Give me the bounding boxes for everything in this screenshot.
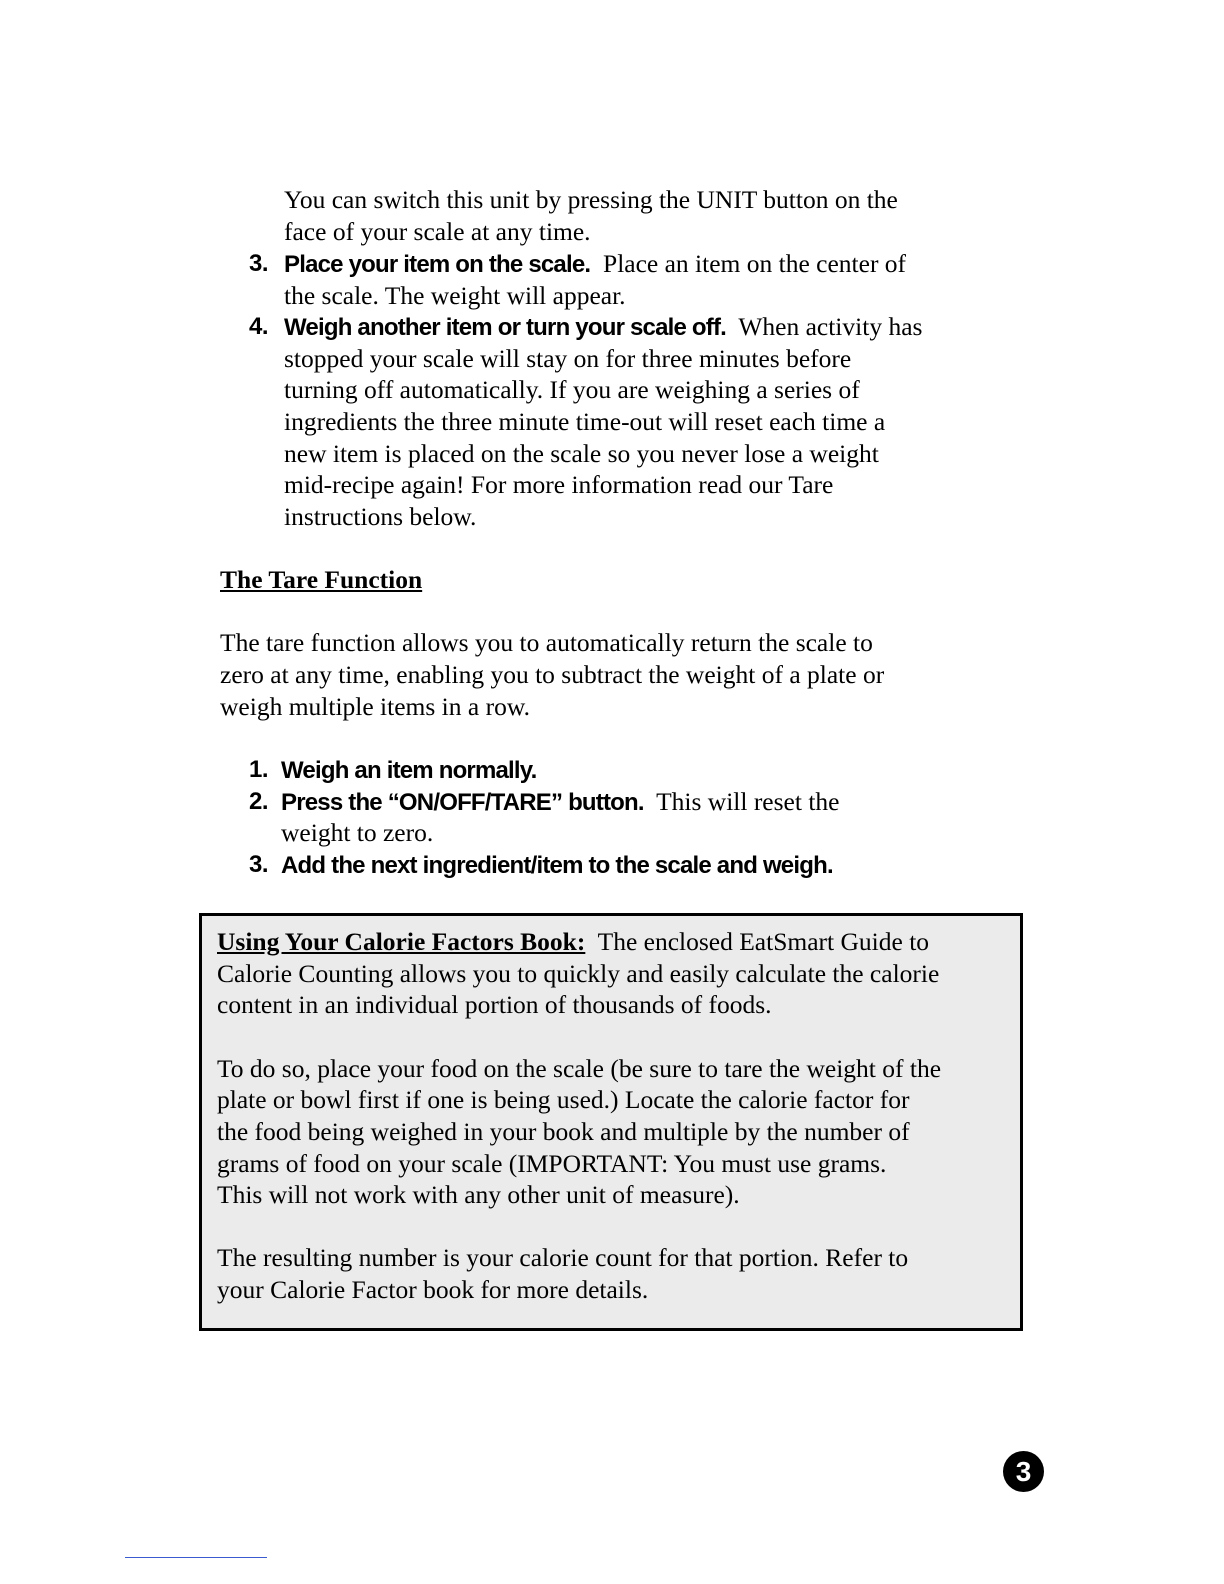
step-continuation: the scale. The weight will appear. <box>284 281 626 310</box>
callout-text-line: content in an individual portion of thousands of foods. <box>217 990 772 1019</box>
callout-text-line: plate or bowl first if one is being used.) Locate the calorie factor for <box>217 1085 910 1114</box>
step-text: When activity has <box>738 312 923 341</box>
callout-text-line: To do so, place your food on the scale (be sure to tare the weight of the <box>217 1054 942 1083</box>
intro-line-1: You can switch this unit by pressing the UNIT button on the <box>284 185 898 214</box>
callout-first-line <box>217 926 929 958</box>
tare-paragraph-line: zero at any time, enabling you to subtract the weight of a plate or <box>220 660 885 689</box>
step-4-first-line <box>284 311 922 344</box>
step-continuation: instructions below. <box>284 502 477 531</box>
callout-text-line: Calorie Counting allows you to quickly and easily calculate the calorie <box>217 959 940 988</box>
step-lead: Weigh an item normally. <box>281 757 537 784</box>
tare-paragraph-line: weigh multiple items in a row. <box>220 692 530 721</box>
tare-paragraph-line: The tare function allows you to automatically return the scale to <box>220 628 873 657</box>
step-number: 3. <box>249 250 269 277</box>
step-text: Place an item on the center of <box>603 249 907 278</box>
tare-heading: The Tare Function <box>220 565 423 594</box>
step-lead: Place your item on the scale. <box>284 251 591 278</box>
step-lead: Add the next ingredient/item to the scale and weigh. <box>281 852 833 879</box>
intro-line-2: face of your scale at any time. <box>284 217 591 246</box>
step-number: 2. <box>249 788 269 815</box>
step-number: 4. <box>249 313 269 340</box>
tare-step-1-line <box>281 754 536 787</box>
step-lead: Weigh another item or turn your scale off. <box>284 314 727 341</box>
callout-text-line: the food being weighed in your book and multiple by the number of <box>217 1117 910 1146</box>
step-number: 1. <box>249 756 269 783</box>
step-number: 3. <box>249 851 269 878</box>
step-continuation: new item is placed on the scale so you never lose a weight <box>284 439 879 468</box>
step-continuation: ingredients the three minute time-out will reset each time a <box>284 407 886 436</box>
callout-heading-rest: The enclosed EatSmart Guide to <box>597 927 930 956</box>
tare-step-3-line <box>281 849 833 882</box>
callout-heading: Using Your Calorie Factors Book: <box>217 927 586 956</box>
page-number-badge: 3 <box>1003 1451 1044 1492</box>
step-3-first-line <box>284 248 906 281</box>
callout-text-line: The resulting number is your calorie count for that portion. Refer to <box>217 1243 909 1272</box>
callout-text-line: grams of food on your scale (IMPORTANT: You must use grams. <box>217 1149 887 1178</box>
callout-text-line: This will not work with any other unit of measure). <box>217 1180 740 1209</box>
tare-step-2-line <box>281 786 839 819</box>
step-continuation: stopped your scale will stay on for three minutes before <box>284 344 852 373</box>
callout-text-line: your Calorie Factor book for more details. <box>217 1275 649 1304</box>
step-lead: Press the “ON/OFF/TARE” button. <box>281 789 644 816</box>
step-continuation: weight to zero. <box>281 818 434 847</box>
step-continuation: mid-recipe again! For more information read our Tare <box>284 470 834 499</box>
footer-rule <box>125 1557 267 1558</box>
step-continuation: turning off automatically. If you are weighing a series of <box>284 375 860 404</box>
step-text: This will reset the <box>656 787 840 816</box>
